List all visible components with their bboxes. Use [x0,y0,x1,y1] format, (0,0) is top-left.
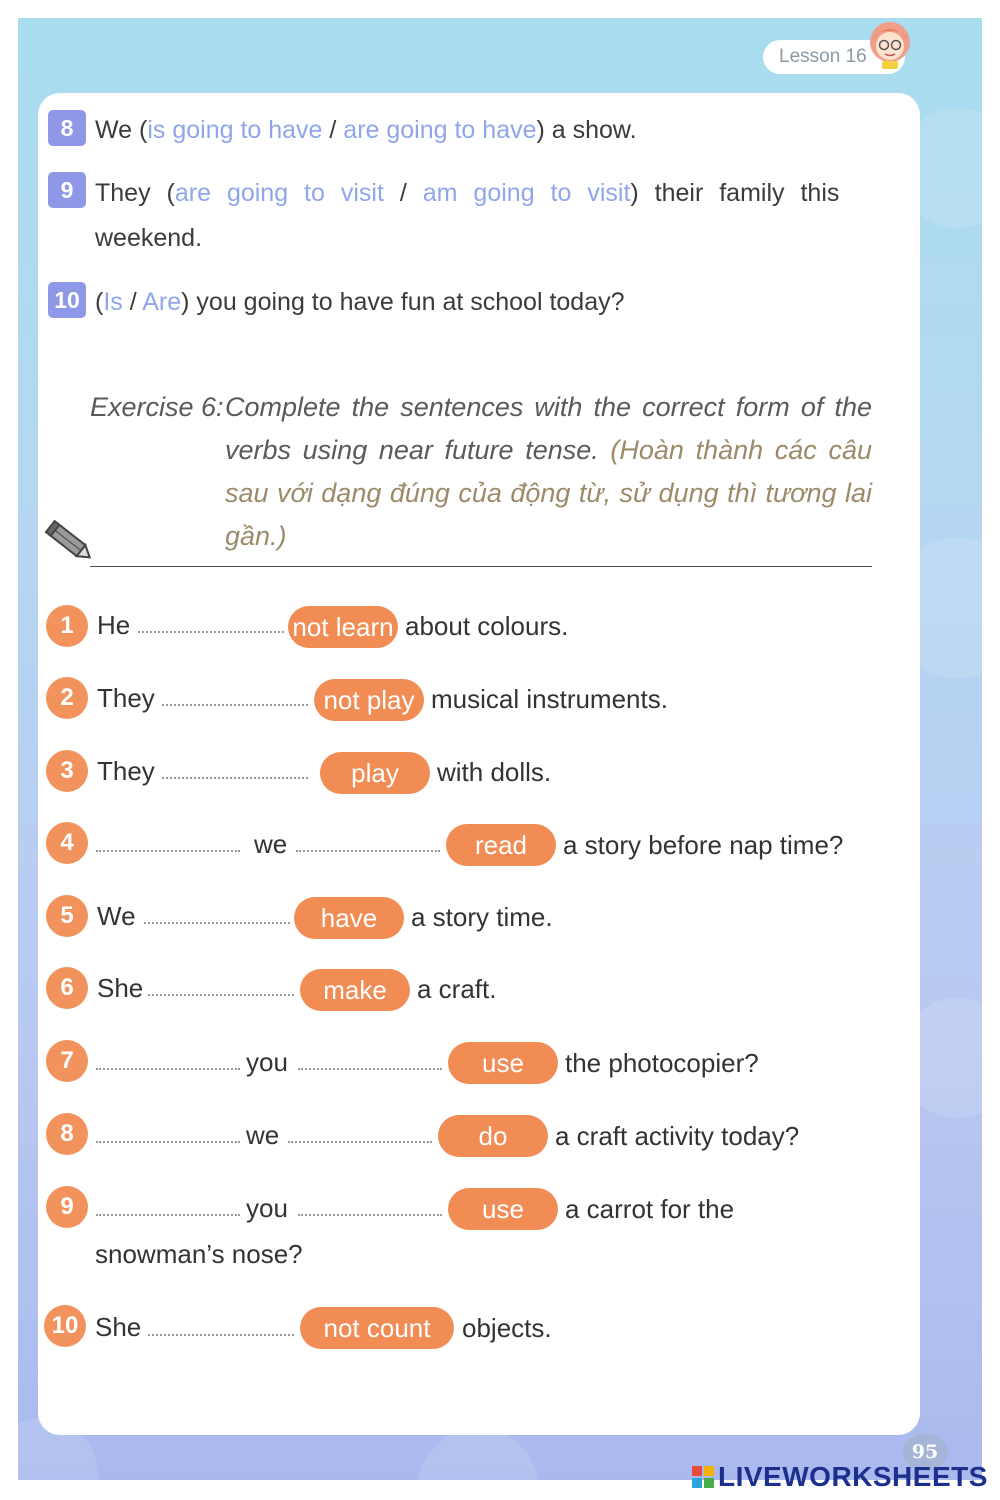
exercise-label: Exercise 6: [90,392,224,422]
pencil-icon [44,518,96,566]
sentence-rest: musical instruments. [431,684,668,714]
lesson-tag: Lesson 16 [763,40,905,74]
verb-pill: not play [314,679,424,721]
sentence-text: ( [95,288,104,316]
sentence-rest: about colours. [405,611,569,641]
divider [90,566,872,567]
verb-pill: do [438,1115,548,1157]
item-number-badge: 2 [46,677,88,719]
exercise-instruction [225,386,872,558]
watermark-text: LIVEWORKSHEETS [718,1461,988,1492]
item-number-badge: 4 [46,822,88,864]
item-number-badge: 8 [48,110,86,146]
verb-pill: use [448,1042,558,1084]
sentence-continuation: snowman’s nose? [95,1239,303,1269]
verb-pill: read [446,824,556,866]
option-separator: / [322,116,344,144]
instruction-vietnamese: (Hoàn thành các câu sau với dạng đúng của động từ, sử dụng thì tương lai gần.) [225,435,872,551]
sentence-rest: a craft activity today? [555,1121,800,1151]
option-choice[interactable]: Is [103,288,123,316]
option-choice[interactable]: is going to have [147,116,323,144]
option-choice[interactable]: are going to have [343,116,537,144]
item-number-badge: 9 [46,1186,88,1228]
subject-text: you [246,1047,288,1077]
sentence-rest: objects. [462,1313,552,1343]
subject-text: They [97,756,155,786]
answer-blank[interactable] [298,1068,442,1070]
subject-text: we [254,829,288,859]
option-separator: / [383,179,423,207]
answer-blank[interactable] [144,922,290,924]
answer-blank[interactable] [148,1334,294,1336]
sentence-8 [95,108,637,152]
subject-text: He [97,610,131,640]
sentence-text: ) their family this [630,179,840,207]
item-number-badge: 9 [48,172,86,208]
sentence-continuation: weekend. [95,224,203,252]
verb-pill: not count [300,1307,454,1349]
girl-mascot-icon [862,14,918,70]
subject-text: you [246,1193,288,1223]
sentence-rest: the photocopier? [565,1048,759,1078]
instruction-english: Complete the sentences with the correct form of the verbs using near future tense. [225,392,872,465]
subject-text: We [97,901,136,931]
sentence-text: We ( [95,116,148,144]
option-choice[interactable]: am going to visit [422,179,631,207]
sentence-rest: with dolls. [437,757,552,787]
answer-blank[interactable] [96,1214,240,1216]
item-number-badge: 5 [46,895,88,937]
sentence-rest: a carrot for the [565,1194,735,1224]
answer-blank[interactable] [162,704,308,706]
answer-blank[interactable] [162,777,308,779]
option-separator: / [122,288,143,316]
answer-blank[interactable] [288,1141,432,1143]
option-choice[interactable]: are going to visit [174,179,384,207]
item-number-badge: 10 [48,282,86,318]
item-number-badge: 8 [46,1113,88,1155]
answer-blank[interactable] [138,631,284,633]
page-number: 95 [902,1434,948,1470]
verb-pill: make [300,969,410,1011]
verb-pill: not learn [288,606,398,648]
sentence-text: They ( [95,179,175,207]
answer-blank[interactable] [298,1214,442,1216]
item-number-badge: 10 [44,1305,86,1347]
subject-text: She [97,973,144,1003]
subject-text: They [97,683,155,713]
verb-pill: have [294,897,404,939]
verb-pill: play [320,752,430,794]
verb-pill: use [448,1188,558,1230]
answer-blank[interactable] [96,1068,240,1070]
item-number-badge: 7 [46,1040,88,1082]
answer-blank[interactable] [96,850,240,852]
item-number-badge: 3 [46,750,88,792]
item-number-badge: 6 [46,967,88,1009]
sentence-text: ) you going to have fun at school today? [181,288,625,316]
background-bubble [418,1428,538,1480]
sentence-10 [95,280,625,324]
item-number-badge: 1 [46,605,88,647]
subject-text: we [246,1120,280,1150]
option-choice[interactable]: Are [142,288,182,316]
sentence-rest: a craft. [417,974,497,1004]
sentence-9 [95,171,872,215]
subject-text: She [95,1312,142,1342]
answer-blank[interactable] [296,850,440,852]
sentence-rest: a story before nap time? [563,830,844,860]
liveworksheets-logo-icon [692,1466,714,1488]
answer-blank[interactable] [148,994,294,996]
sentence-text: ) a show. [536,116,637,144]
sentence-rest: a story time. [411,902,553,932]
answer-blank[interactable] [96,1141,240,1143]
